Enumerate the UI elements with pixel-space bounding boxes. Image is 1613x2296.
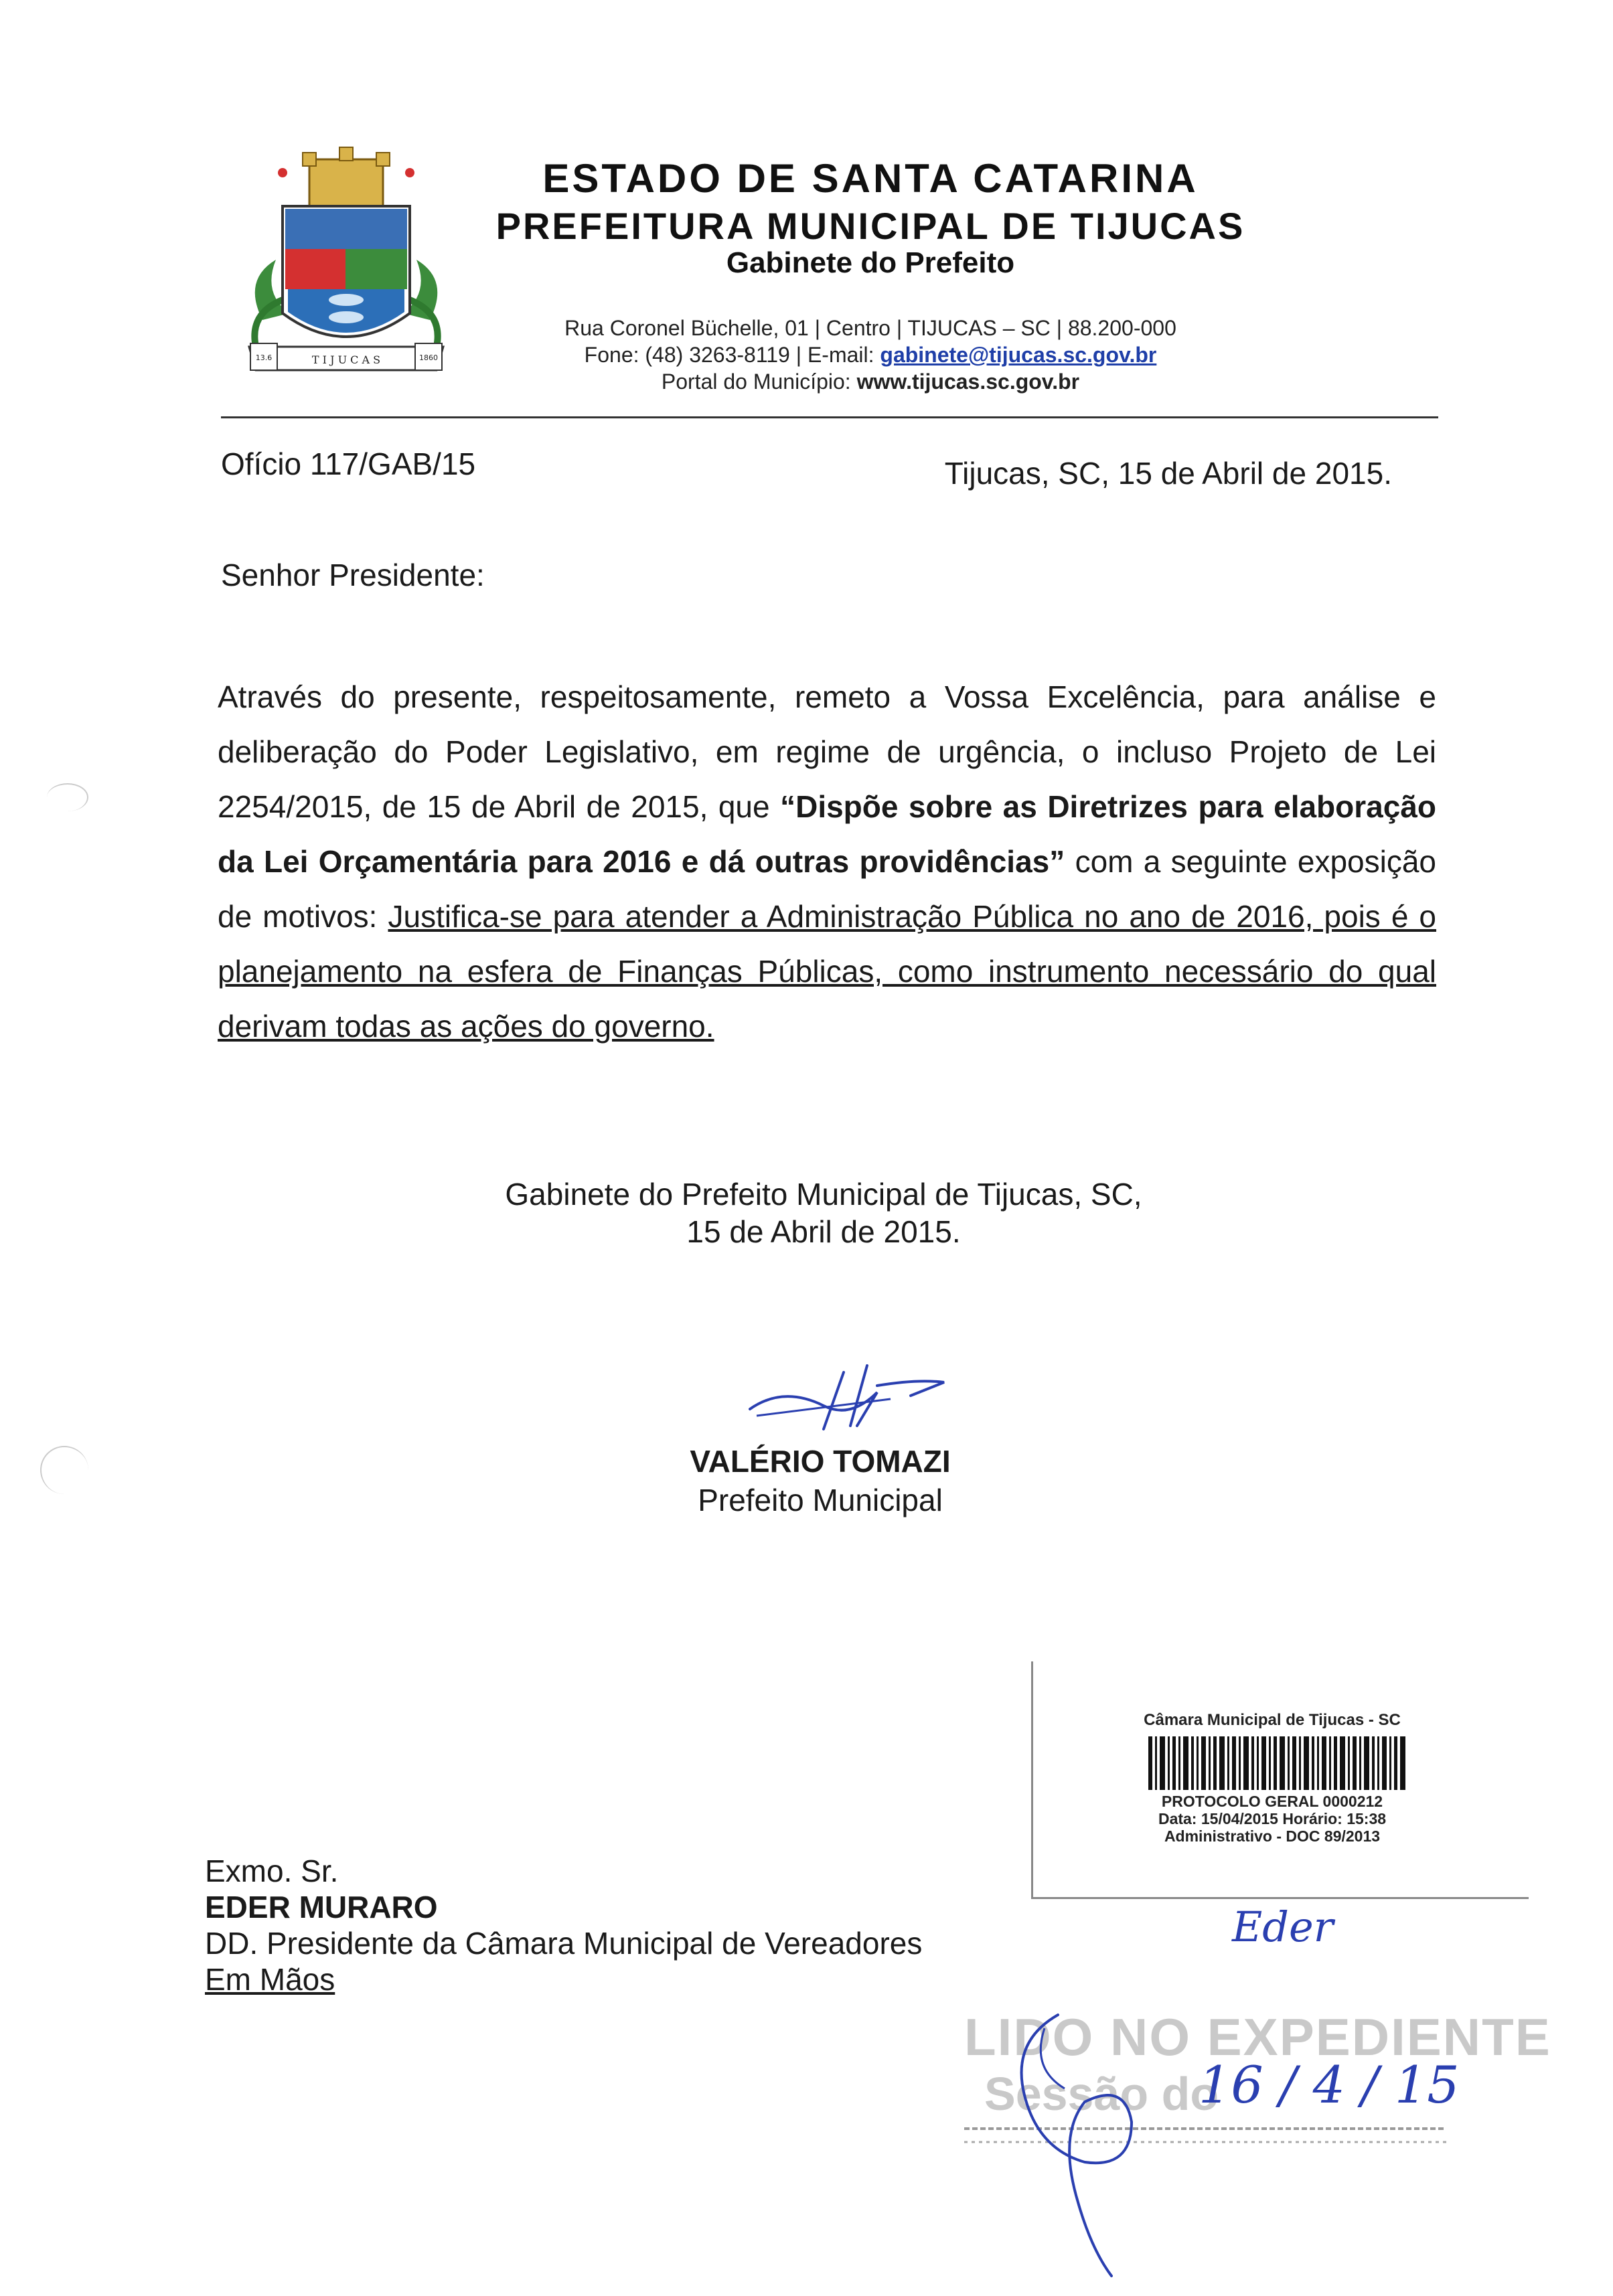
municipal-crest-icon (236, 146, 457, 394)
letter-body (218, 669, 1436, 1054)
phone-text: Fone: (48) 3263-8119 | E-mail: (584, 343, 880, 367)
header-state: ESTADO DE SANTA CATARINA (542, 156, 1199, 201)
barcode-icon (1148, 1736, 1409, 1790)
header-divider (221, 416, 1438, 418)
closing-line-1: Gabinete do Prefeito Municipal de Tijucas, SC, (505, 1177, 1142, 1212)
protocol-number: PROTOCOLO GERAL 0000212 (1161, 1793, 1383, 1810)
signature-icon (743, 1359, 957, 1432)
protocol-stamp-title: Câmara Municipal de Tijucas - SC (1144, 1711, 1401, 1729)
closing-line-2: 15 de Abril de 2015. (686, 1214, 961, 1249)
protocol-document: Administrativo - DOC 89/2013 (1164, 1827, 1381, 1845)
email-link[interactable]: gabinete@tijucas.sc.gov.br (880, 343, 1157, 367)
header-portal (469, 370, 1272, 394)
initials-scribble-icon (1004, 2001, 1205, 2283)
addressee-title: DD. Presidente da Câmara Municipal de Vereadores (205, 1926, 923, 1961)
receipt-stamp-title: LIDO NO EXPEDIENTE (964, 2007, 1551, 2066)
signatory-role: Prefeito Municipal (698, 1483, 943, 1518)
addressee-delivery: Em Mãos (205, 1962, 335, 1997)
scan-speck (47, 783, 88, 811)
header-address: Rua Coronel Büchelle, 01 | Centro | TIJUCAS – SC | 88.200-000 (564, 316, 1176, 340)
addressee-block (205, 1853, 922, 1997)
letter-salutation: Senhor Presidente: (221, 558, 485, 592)
svg-text:1860: 1860 (419, 353, 438, 362)
crest-motto: T I J U C A S (311, 353, 381, 366)
addressee-salutation: Exmo. Sr. (205, 1854, 339, 1888)
portal-label: Portal do Município: (661, 370, 857, 394)
letter-reference: Ofício 117/GAB/15 (221, 446, 476, 481)
protocol-datetime: Data: 15/04/2015 Horário: 15:38 (1158, 1810, 1387, 1827)
body-intro: Através do presente, respeitosamente, remeto a Vossa Excelência, para análise e deliberação do Poder Legislativo, em regime de urgência, o incluso Projeto de Lei 2254/2015, de 15 de Abril de 2015, que (218, 679, 1436, 824)
svg-text:13.6: 13.6 (255, 353, 273, 362)
receipt-date: 16 / 4 / 15 (1199, 2055, 1460, 2115)
header-office: Gabinete do Prefeito (726, 246, 1015, 279)
letter-date: Tijucas, SC, 15 de Abril de 2015. (944, 456, 1392, 491)
body-justification: Justifica-se para atender a Administração Pública no ano de 2016, pois é o planejamento na esfera de Finanças Públicas, como instrumento necessário do qual derivam todas as ações do governo. (218, 899, 1437, 1044)
header-contact (469, 343, 1272, 367)
body-subject: “Dispõe sobre as Diretrizes para elaboração da Lei Orçamentária para 2016 e dá outras providências” (218, 789, 1437, 879)
scan-speck (40, 1446, 88, 1494)
signatory-name: VALÉRIO TOMAZI (690, 1444, 951, 1479)
receipt-stamp-session: Sessão do (984, 2068, 1219, 2120)
letter-closing (355, 1175, 1292, 1250)
handwritten-name: Eder (1232, 1902, 1334, 1951)
addressee-name: EDER MURARO (205, 1890, 438, 1924)
header-prefecture: PREFEITURA MUNICIPAL DE TIJUCAS (495, 205, 1245, 247)
portal-link[interactable]: www.tijucas.sc.gov.br (856, 370, 1080, 394)
body-mid: com a seguinte exposição de motivos: (218, 844, 1436, 934)
